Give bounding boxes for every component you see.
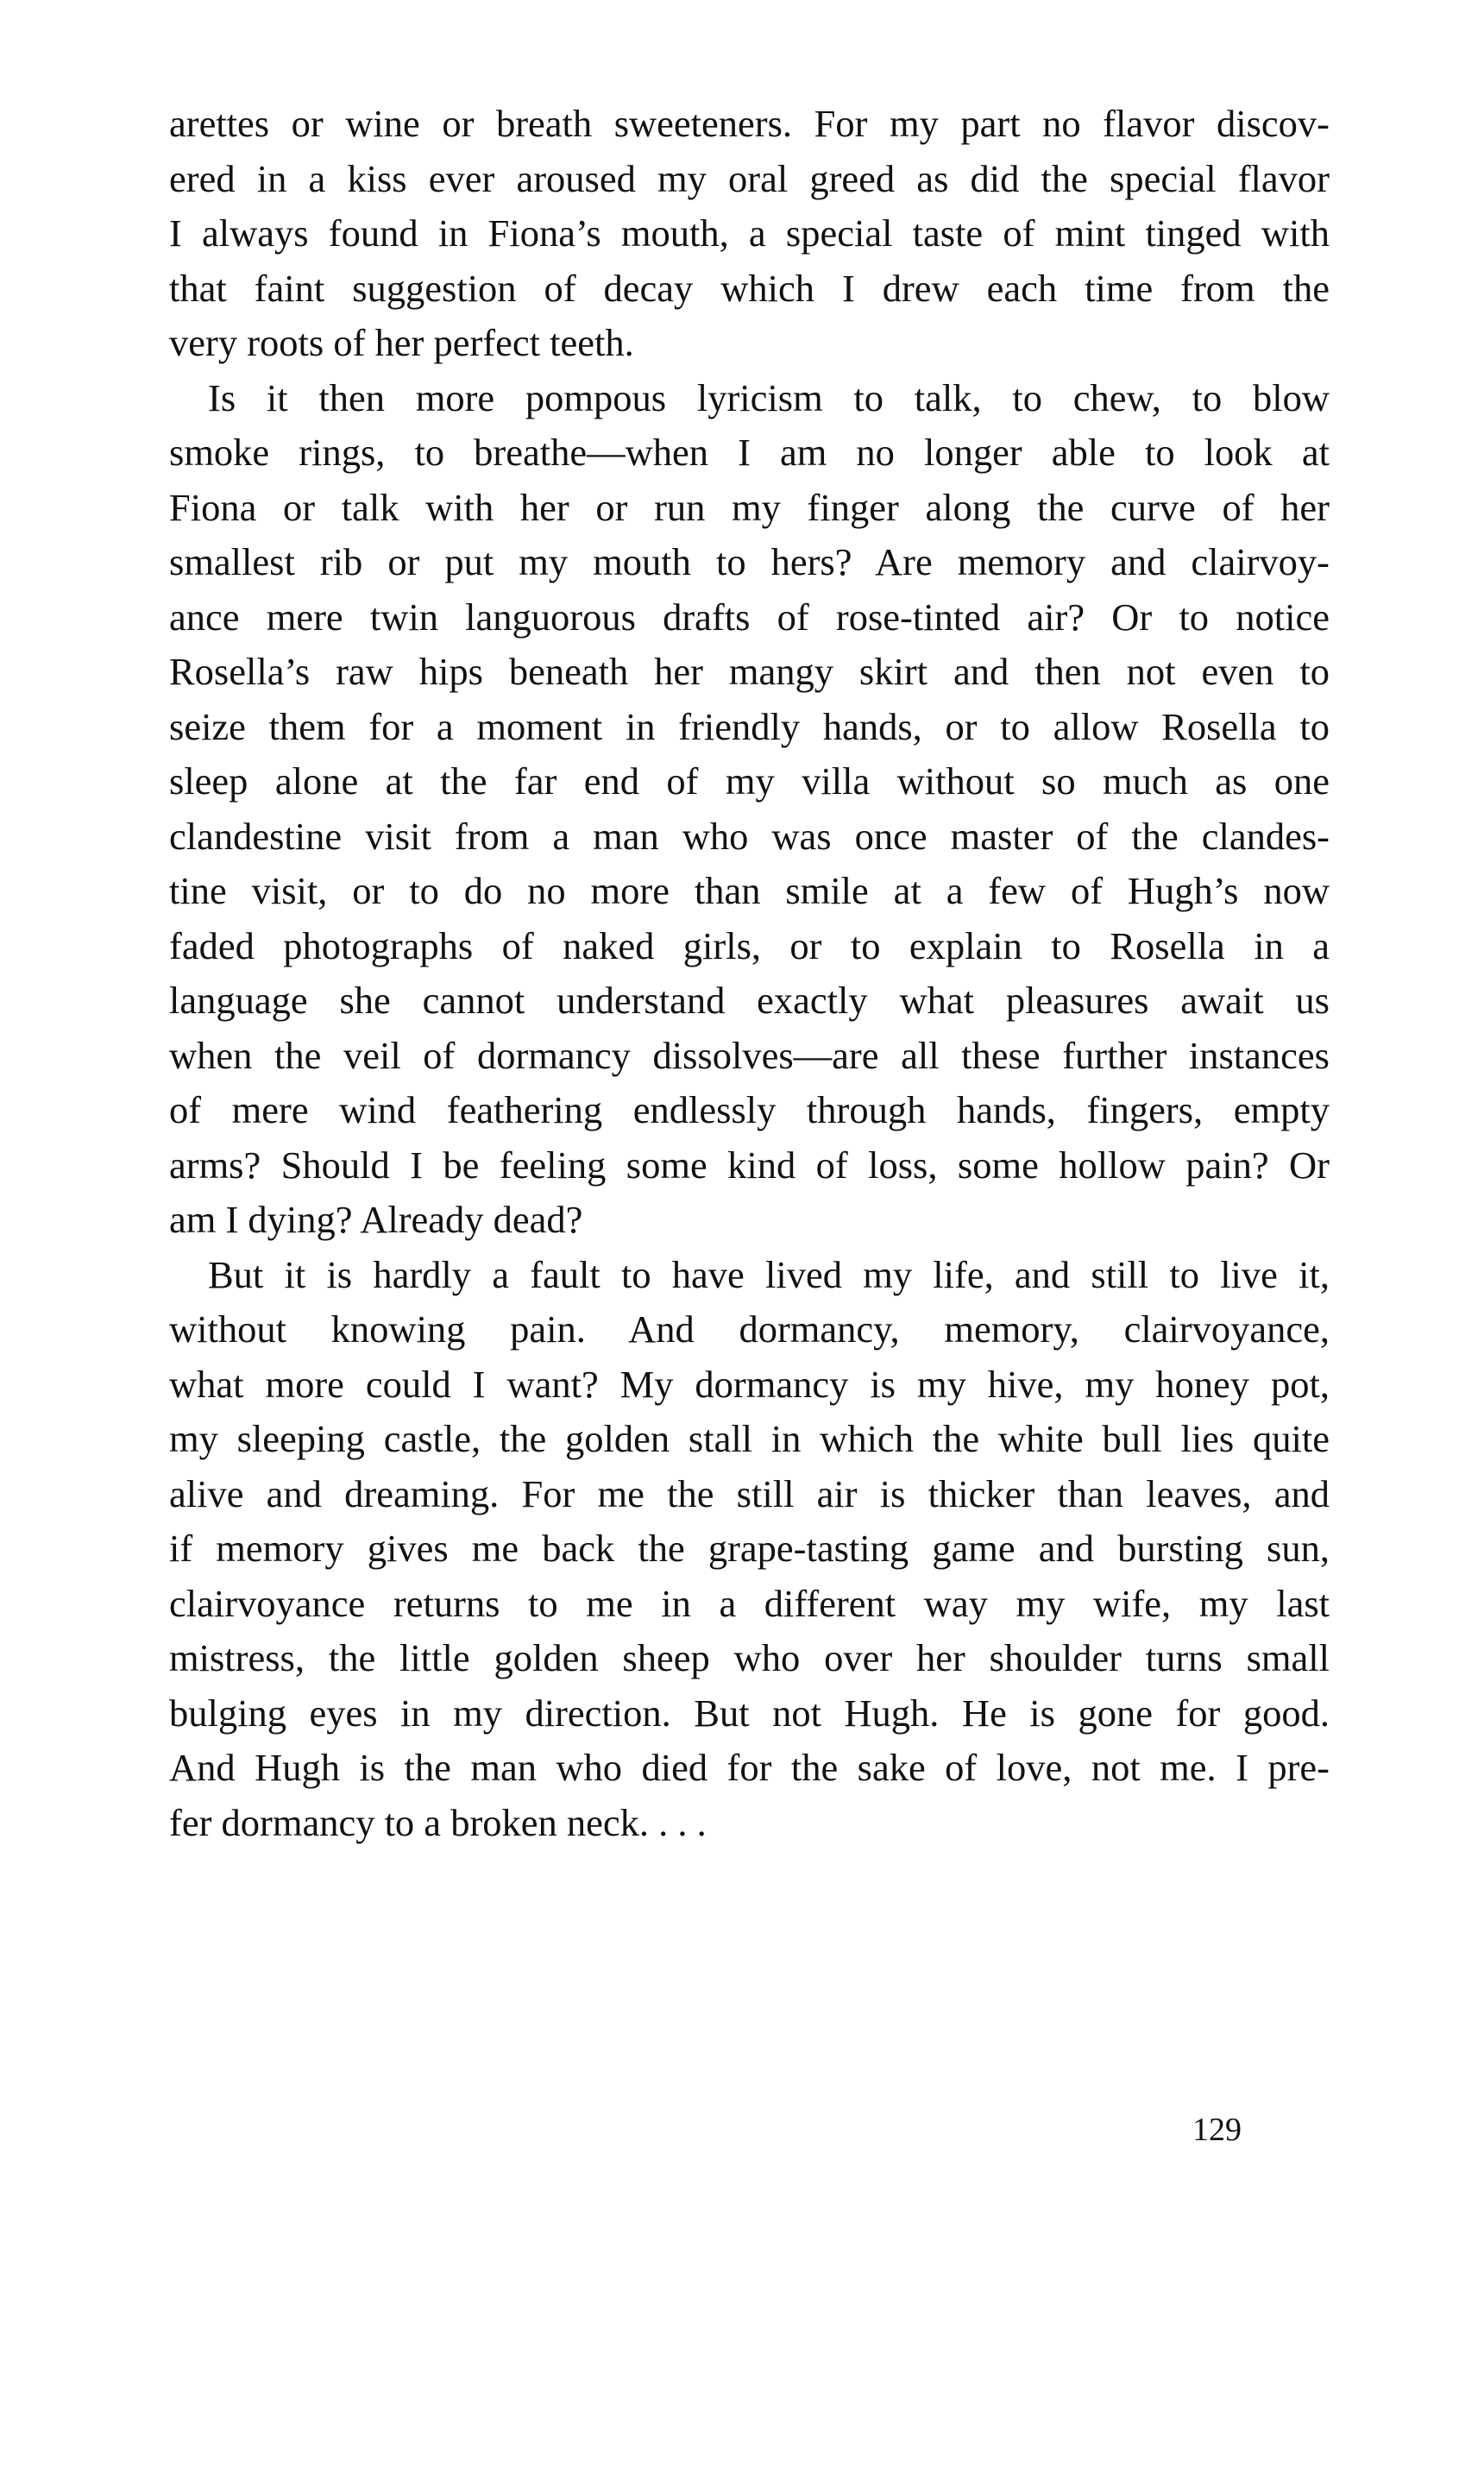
text-line: of mere wind feathering endlessly through hands, fingers, empty [169,1088,1330,1131]
paragraph [169,97,1330,371]
text-line: bulging eyes in my direction. But not Hugh. He is gone for good. [169,1691,1330,1735]
text-line: ered in a kiss ever aroused my oral greed as did the special flavor [169,156,1330,200]
text-line: my sleeping castle, the golden stall in which the white bull lies quite [169,1417,1330,1460]
page-number: 129 [1192,2112,1242,2148]
text-line: seize them for a moment in friendly hands, or to allow Rosella to [169,704,1330,748]
text-line: Rosella’s raw hips beneath her mangy skirt and then not even to [169,650,1330,693]
body-text [169,97,1330,1850]
text-line: arms? Should I be feeling some kind of loss, some hollow pain? Or [169,1143,1330,1187]
text-line: if memory gives me back the grape-tasting game and bursting sun, [169,1527,1330,1570]
text-line: mistress, the little golden sheep who over her shoulder turns small [169,1636,1330,1679]
text-line: smoke rings, to breathe—when I am no longer able to look at [169,431,1330,474]
paragraph [169,371,1330,1248]
text-line: what more could I want? My dormancy is my hive, my honey pot, [169,1362,1330,1406]
text-line: arettes or wine or breath sweeteners. For my part no flavor discov- [169,102,1330,145]
text-line: language she cannot understand exactly what pleasures await us [169,979,1330,1022]
text-line: clandestine visit from a man who was once master of the clandes- [169,814,1330,858]
text-line: I always found in Fiona’s mouth, a special taste of mint tinged with [169,211,1330,255]
text-line: smallest rib or put my mouth to hers? Are memory and clairvoy- [169,540,1330,583]
text-line: ance mere twin languorous drafts of rose-tinted air? Or to notice [169,595,1330,639]
text-line: without knowing pain. And dormancy, memory, clairvoyance, [169,1307,1330,1351]
paragraph [169,1248,1330,1851]
text-line: alive and dreaming. For me the still air is thicker than leaves, and [169,1471,1330,1515]
text-line: But it is hardly a fault to have lived my life, and still to live it, [208,1252,1330,1296]
text-line: that faint suggestion of decay which I drew each time from the [169,266,1330,310]
text-line: tine visit, or to do no more than smile at a few of Hugh’s now [169,869,1330,912]
text-line: am I dying? Already dead? [169,1198,583,1241]
text-line: Is it then more pompous lyricism to talk, to chew, to blow [208,375,1330,419]
text-line: And Hugh is the man who died for the sake of love, not me. I pre- [169,1746,1330,1789]
text-line: sleep alone at the far end of my villa without so much as one [169,759,1330,803]
text-line: fer dormancy to a broken neck. . . . [169,1800,707,1844]
text-line: when the veil of dormancy dissolves—are all these further instances [169,1033,1330,1077]
text-line: clairvoyance returns to me in a different way my wife, my last [169,1581,1330,1625]
text-line: Fiona or talk with her or run my finger along the curve of her [169,485,1330,529]
text-line: very roots of her perfect teeth. [169,321,634,364]
text-line: faded photographs of naked girls, or to explain to Rosella in a [169,923,1330,967]
